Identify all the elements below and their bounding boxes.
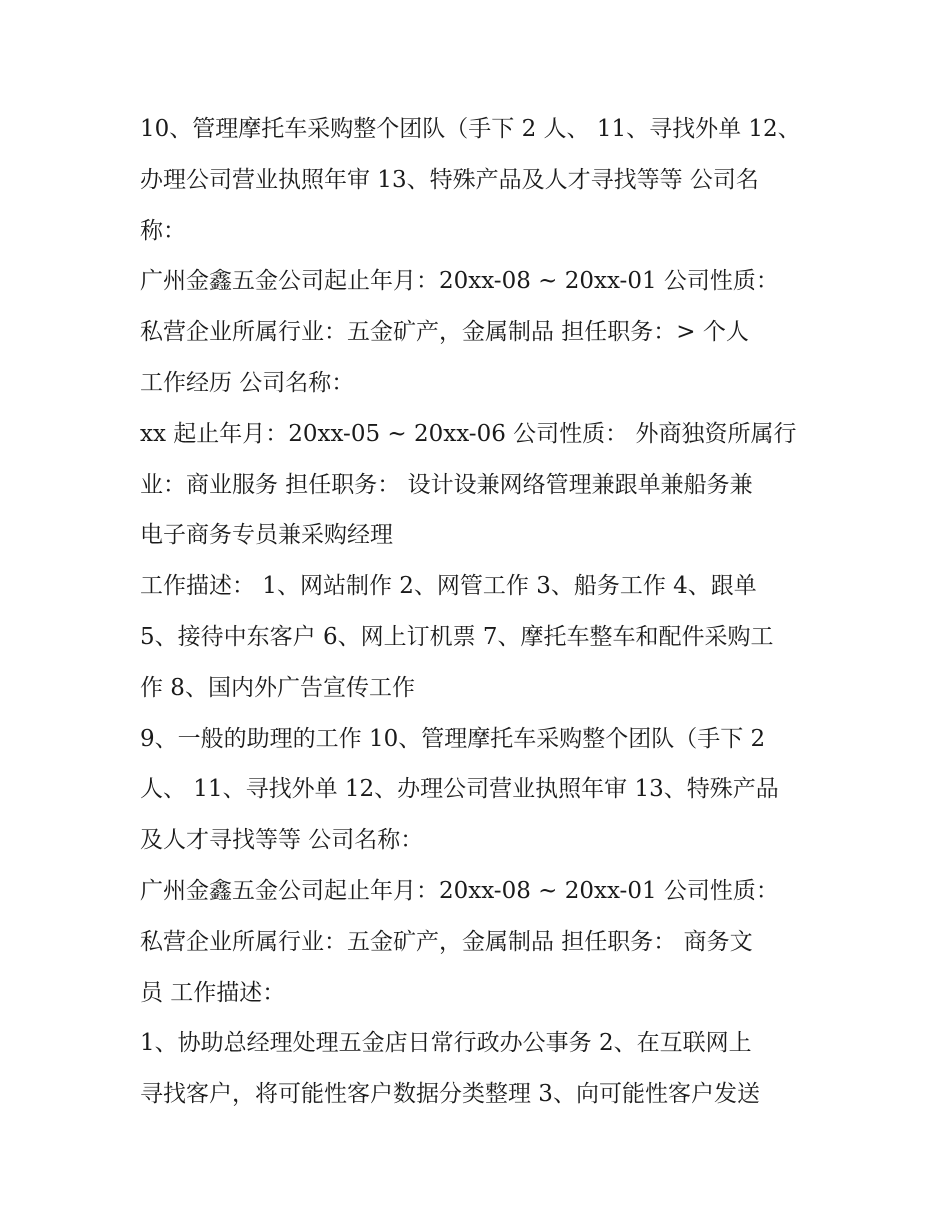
text-line: 私营企业所属行业：五金矿产，金属制品 担任职务：> 个人	[140, 319, 749, 346]
text-line: 广州金鑫五金公司起止年月：20xx-08 ~ 20xx-01 公司性质：	[140, 877, 779, 904]
text-line: 寻找客户，将可能性客户数据分类整理 3、向可能性客户发送	[140, 1081, 760, 1108]
document-body	[140, 104, 820, 1120]
text-line: 10、管理摩托车采购整个团队（手下 2 人、 11、寻找外单 12、	[140, 116, 801, 142]
text-line: 广州金鑫五金公司起止年月：20xx-08 ~ 20xx-01 公司性质：	[140, 268, 779, 295]
text-line: 5、接待中东客户 6、网上订机票 7、摩托车整车和配件采购工	[140, 623, 774, 650]
text-line: 工作经历 公司名称：	[140, 369, 355, 396]
text-line: 作 8、国内外广告宣传工作	[140, 674, 415, 701]
text-line: xx 起止年月：20xx-05 ~ 20xx-06 公司性质： 外商独资所属行	[140, 420, 797, 447]
text-line: 人、 11、寻找外单 12、办理公司营业执照年审 13、特殊产品	[140, 776, 779, 803]
text-line: 称：	[140, 217, 186, 244]
text-line: 员 工作描述：	[140, 979, 286, 1006]
text-line: 1、协助总经理处理五金店日常行政办公事务 2、在互联网上	[140, 1030, 752, 1057]
text-line: 电子商务专员兼采购经理	[140, 522, 393, 549]
text-line: 9、一般的助理的工作 10、管理摩托车采购整个团队（手下 2	[140, 725, 766, 752]
text-line: 办理公司营业执照年审 13、特殊产品及人才寻找等等 公司名	[140, 166, 759, 193]
text-line: 业：商业服务 担任职务： 设计设兼网络管理兼跟单兼船务兼	[140, 471, 753, 498]
text-line: 私营企业所属行业：五金矿产，金属制品 担任职务： 商务文	[140, 928, 753, 955]
text-line: 工作描述： 1、网站制作 2、网管工作 3、船务工作 4、跟单	[140, 573, 757, 600]
text-line: 及人才寻找等等 公司名称：	[140, 827, 424, 854]
